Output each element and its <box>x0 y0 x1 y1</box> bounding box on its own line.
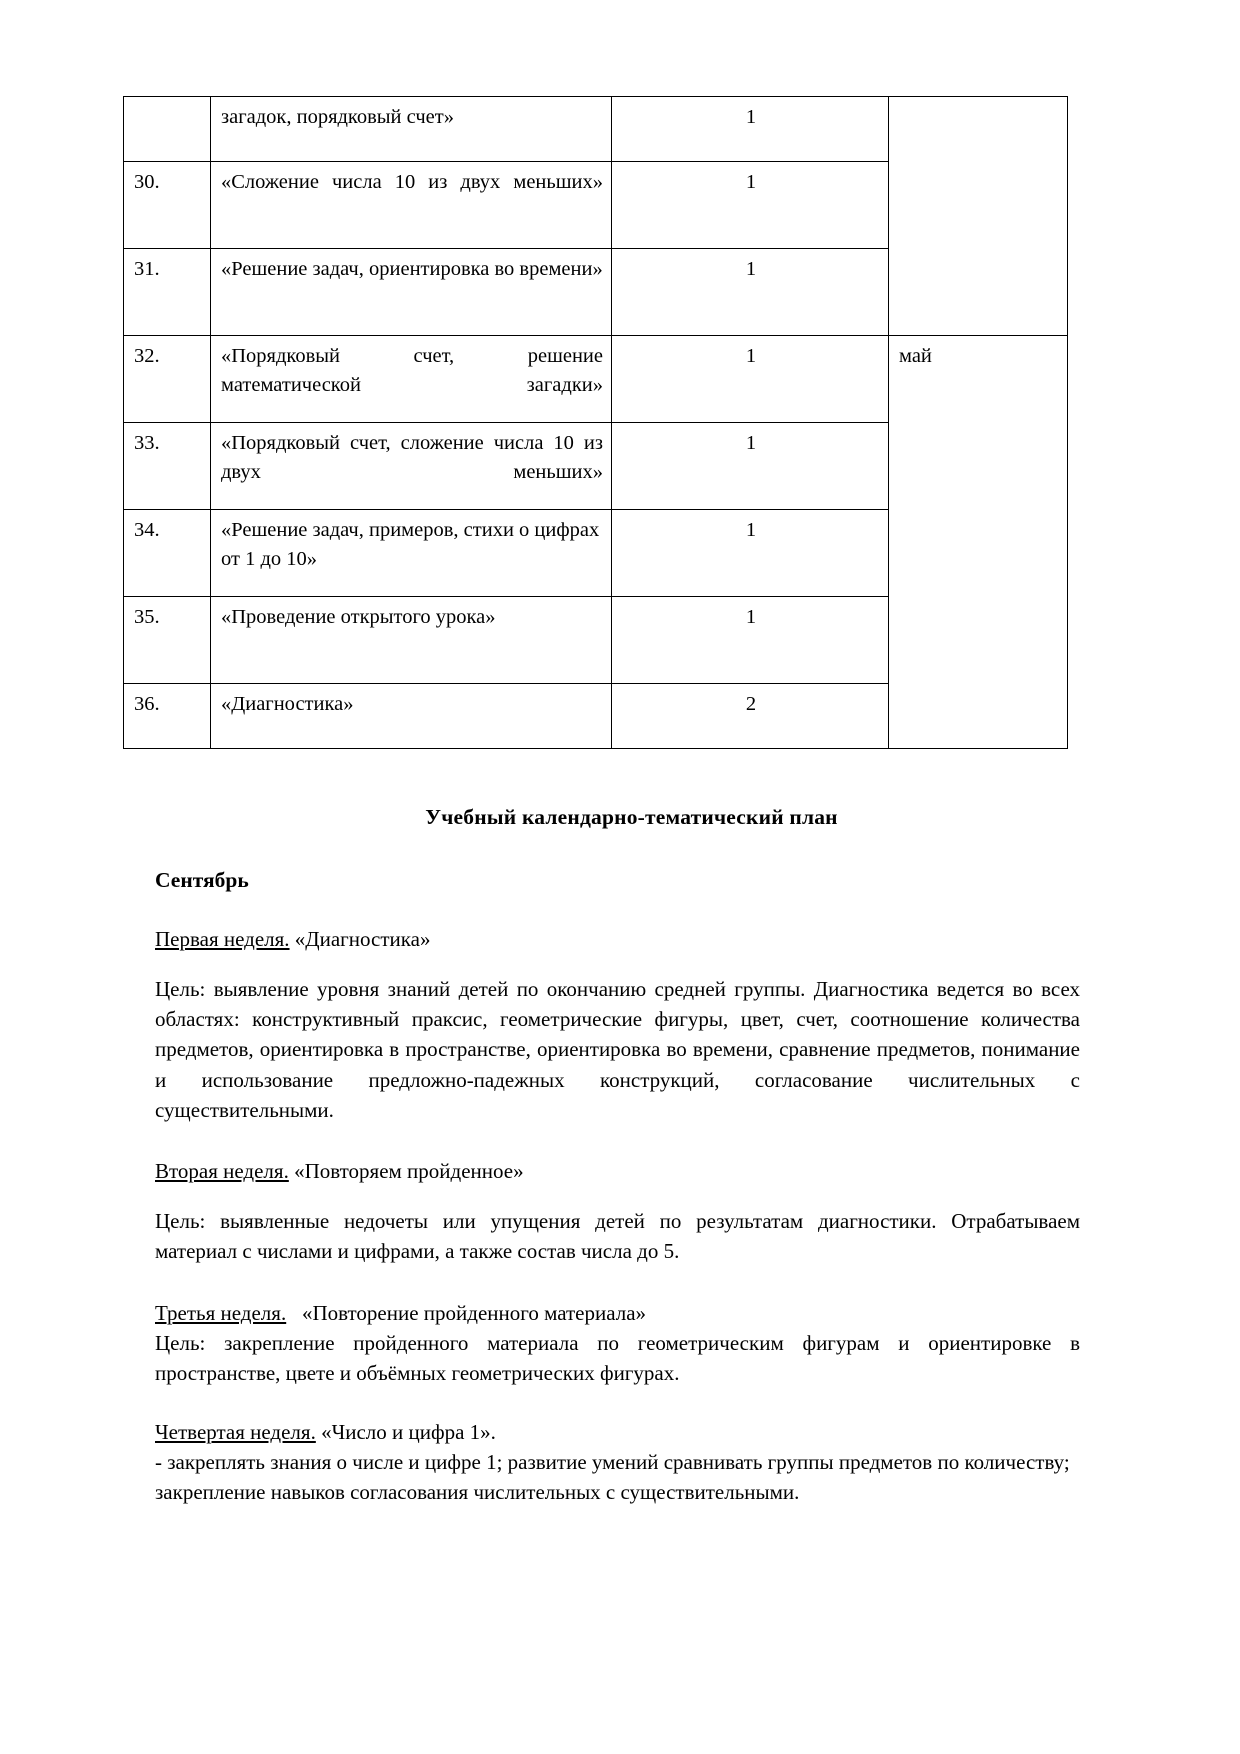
row-number-cell <box>124 97 211 162</box>
row-number-cell: 30. <box>124 162 211 249</box>
row-hours-cell: 1 <box>612 162 889 249</box>
row-number-cell: 33. <box>124 423 211 510</box>
week-label-3: Третья неделя. <box>155 1300 287 1325</box>
week-topic-1: «Диагностика» <box>294 927 431 951</box>
week-topic-4: «Число и цифра 1». <box>321 1420 496 1445</box>
week-topic-2: «Повторяем пройденное» <box>294 1159 524 1184</box>
page-title: Учебный календарно-тематический план <box>425 805 838 829</box>
row-theme-cell: загадок, порядковый счет» <box>211 97 612 162</box>
week-goal-2: Цель: выявленные недочеты или упущения детей по результатам диагностики. Отрабатываем материал с числами и цифрами, а также состав числа до 5. <box>155 1209 1080 1264</box>
week-heading-4 <box>155 1420 1080 1445</box>
page-content <box>134 96 1080 1508</box>
row-hours-cell: 1 <box>612 423 889 510</box>
row-month-cell-empty <box>889 97 1068 336</box>
table-row <box>124 336 1068 423</box>
week-label-4: Четвертая неделя. <box>155 1420 316 1445</box>
week-label-2: Вторая неделя. <box>155 1159 289 1184</box>
row-hours-cell: 1 <box>612 510 889 597</box>
row-theme-cell: «Решение задач, примеров, стихи о цифрах от 1 до 10» <box>211 510 612 597</box>
row-theme-cell: «Проведение открытого урока» <box>211 597 612 684</box>
row-theme-cell: «Порядковый счет, решение математической загадки» <box>211 336 612 423</box>
row-number-cell: 34. <box>124 510 211 597</box>
row-number-cell: 31. <box>124 249 211 336</box>
month-heading: Сентябрь <box>155 868 249 892</box>
week-heading-1 <box>155 927 1080 952</box>
week-goal-3: Цель: закрепление пройденного материала по геометрическим фигурам и ориентировке в пространстве, цвете и объёмных геометрических фигурах. <box>155 1330 1080 1385</box>
week-topic-spacer-3 <box>291 1301 296 1325</box>
row-hours-cell: 2 <box>612 684 889 749</box>
row-hours-cell: 1 <box>612 336 889 423</box>
row-theme-cell: «Диагностика» <box>211 684 612 749</box>
week-label-1: Первая неделя. <box>155 927 290 951</box>
week-heading-2 <box>155 1159 1080 1184</box>
table-row <box>124 97 1068 162</box>
lesson-plan-table <box>123 96 1068 749</box>
week-heading-3 <box>155 1301 1080 1326</box>
row-month-cell-may: май <box>889 336 1068 749</box>
row-hours-cell: 1 <box>612 97 889 162</box>
row-theme-cell: «Сложение числа 10 из двух меньших» <box>211 162 612 249</box>
week-topic-3: «Повторение пройденного материала» <box>301 1300 647 1325</box>
row-number-cell: 35. <box>124 597 211 684</box>
row-theme-cell: «Решение задач, ориентировка во времени» <box>211 249 612 336</box>
row-hours-cell: 1 <box>612 249 889 336</box>
row-theme-cell: «Порядковый счет, сложение числа 10 из двух меньших» <box>211 423 612 510</box>
week-goal-1: Цель: выявление уровня знаний детей по окончанию средней группы. Диагностика ведется во всех областях: конструктивный праксис, геометрические фигуры, цвет, счет, соотношение количества предметов, ориентировка в пространстве, ориентировка во времени, сравнение предметов, понимание и использование предложно-падежных конструкций, согласование числительных с существительными. <box>155 977 1080 1122</box>
row-hours-cell: 1 <box>612 597 889 684</box>
row-number-cell: 32. <box>124 336 211 423</box>
week-goal-4: - закреплять знания о числе и цифре 1; развитие умений сравнивать группы предметов по количеству; закрепление навыков согласования числительных с существительными. <box>155 1450 1070 1505</box>
table-body <box>124 97 1068 749</box>
row-number-cell: 36. <box>124 684 211 749</box>
